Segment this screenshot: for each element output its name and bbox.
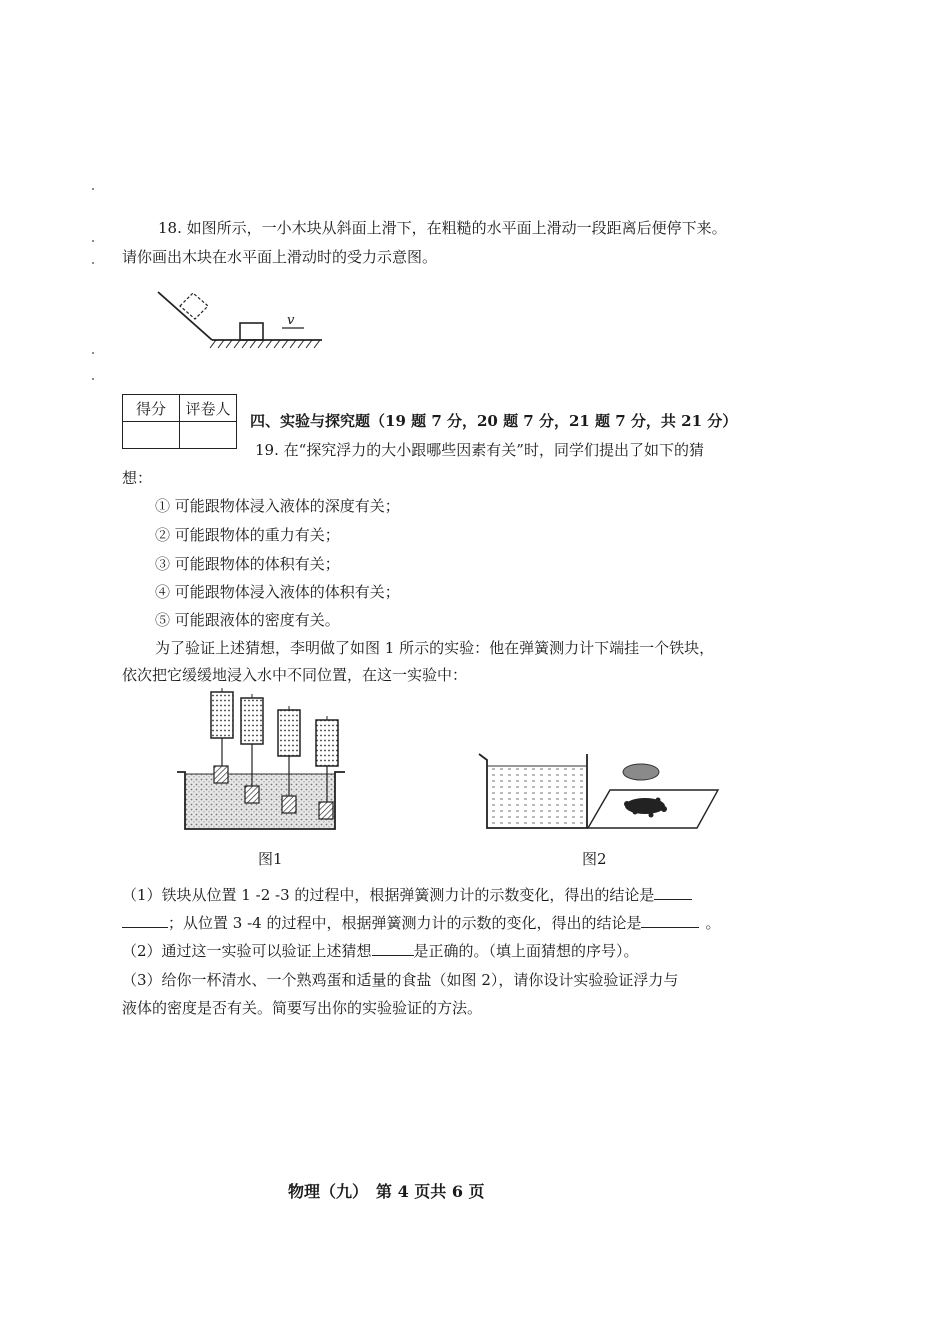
- score-table: [122, 394, 237, 449]
- hypothesis-item: ② 可能跟物体的重力有关；: [155, 526, 340, 544]
- hypothesis-item: ⑤ 可能跟液体的密度有关。: [155, 611, 340, 629]
- sub-question-1-line1: [122, 885, 692, 905]
- sub-question-2-text-b: 是正确的。（填上面猜想的序号）。: [413, 942, 639, 960]
- scan-speck: [92, 240, 94, 242]
- answer-blank-1b[interactable]: [122, 913, 168, 928]
- sub-question-3-line1: （3）给你一杯清水、一个熟鸡蛋和适量的食盐（如图 2），请你设计实验验证浮力与: [122, 971, 679, 989]
- sub-question-3-line2: 液体的密度是否有关。简要写出你的实验验证的方法。: [122, 999, 483, 1017]
- page-footer: 物理（九） 第 4 页共 6 页: [288, 1182, 485, 1201]
- sub-question-1-line2: [122, 913, 720, 933]
- sub-question-2: [122, 941, 639, 961]
- experiment-line2: 依次把它缓缓地浸入水中不同位置，在这一实验中：: [122, 666, 468, 684]
- sub-question-1-text-b: ；从位置 3 -4 的过程中，根据弹簧测力计的示数的变化，得出的结论是: [168, 914, 642, 932]
- scan-speck: [92, 378, 94, 380]
- sub-question-2-text-a: （2）通过这一实验可以验证上述猜想: [122, 942, 372, 960]
- experiment-line1: 为了验证上述猜想，李明做了如图 1 所示的实验：他在弹簧测力计下端挂一个铁块，: [155, 639, 715, 657]
- sub-question-1-text-a: （1）铁块从位置 1 -2 -3 的过程中，根据弹簧测力计的示数变化，得出的结论是: [122, 886, 655, 904]
- answer-blank-1c[interactable]: [641, 913, 699, 928]
- figure-2-caption: 图2: [582, 850, 607, 868]
- figure-2-beaker-egg-salt: [475, 748, 725, 830]
- grader-cell[interactable]: [180, 422, 237, 449]
- answer-blank-1a[interactable]: [654, 885, 692, 900]
- grader-header: 评卷人: [180, 395, 237, 422]
- figure-1-caption: 图1: [258, 850, 283, 868]
- scan-speck: [92, 352, 94, 354]
- q18-text-line1: 18. 如图所示，一小木块从斜面上滑下，在粗糙的水平面上滑动一段距离后便停下来。: [158, 219, 727, 237]
- hypothesis-item: ③ 可能跟物体的体积有关；: [155, 555, 340, 573]
- q19-intro-line2: 想：: [122, 469, 153, 487]
- answer-blank-2[interactable]: [372, 941, 414, 956]
- incline-figure: [150, 282, 330, 354]
- egg: [623, 764, 659, 780]
- hypothesis-item: ① 可能跟物体浸入液体的深度有关；: [155, 497, 400, 515]
- section-title: 四、实验与探究题（19 题 7 分，20 题 7 分，21 题 7 分，共 21 分）: [250, 412, 738, 430]
- hypothesis-item: ④ 可能跟物体浸入液体的体积有关；: [155, 583, 400, 601]
- sub-question-1-end: 。: [705, 914, 721, 932]
- figure-1-spring-scales: [175, 688, 355, 833]
- score-cell[interactable]: [123, 422, 180, 449]
- q18-text-line2: 请你画出木块在水平面上滑动时的受力示意图。: [122, 248, 438, 266]
- wooden-block: [240, 323, 263, 340]
- scan-speck: [92, 262, 94, 264]
- score-header: 得分: [123, 395, 180, 422]
- q19-intro-line1: 19. 在“探究浮力的大小跟哪些因素有关”时，同学们提出了如下的猜: [255, 441, 704, 459]
- scan-speck: [92, 188, 94, 190]
- velocity-label: v: [287, 313, 295, 328]
